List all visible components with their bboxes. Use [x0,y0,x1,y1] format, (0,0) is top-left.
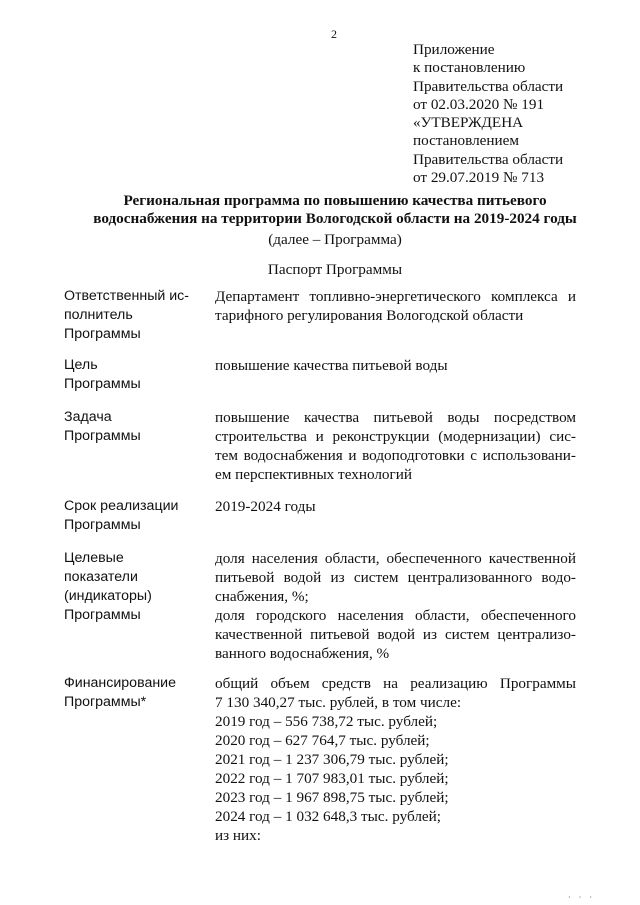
row-value-line: питьевой водой из систем централизованного водо- [215,569,576,586]
row-label-line: Ответственный ис- [64,288,190,304]
row-value-line: 2020 год – 627 764,7 тыс. рублей; [215,732,430,749]
row-value-line: Департамент топливно-энергетического комплекса и [215,288,576,305]
row-label-line: показатели [64,569,138,585]
row-label-line: Целевые [64,550,124,566]
appendix-line: от 29.07.2019 № 713 [413,169,545,187]
row-value-line: повышение качества питьевой воды [215,357,448,374]
row-value [215,287,576,325]
row-label-line: полнитель [64,307,133,323]
row-value-line: общий объем средств на реализацию Программы [215,675,576,692]
row-value-line: повышение качества питьевой воды посредством [215,409,576,426]
row-value [215,408,576,484]
page-number: 2 [331,27,337,41]
appendix-line: Правительства области [413,77,564,95]
row-value-line: 7 130 340,27 тыс. рублей, в том числе: [215,694,462,711]
row-label-line: (индикаторы) [64,588,152,604]
row-label [64,356,204,394]
row-label-line: Срок реализации [64,498,179,514]
row-value-line: доля городского населения области, обеспеченного [215,607,576,624]
document-subtitle: (далее – Программа) [268,231,402,248]
row-label-line: Программы [64,428,141,444]
row-value-line: качественной питьевой водой из систем централизо- [215,626,576,643]
row-value-line: строительства и реконструкции (модернизации) сис- [215,428,576,445]
scan-mark: · · · [568,893,595,902]
row-label [64,408,204,446]
row-value-line: 2019-2024 годы [215,498,316,515]
title-line: водоснабжения на территории Вологодской области на 2019-2024 годы [93,210,577,227]
row-value-line: 2019 год – 556 738,72 тыс. рублей; [215,713,438,730]
row-value [215,356,576,375]
row-value [215,674,576,845]
row-label-line: Программы [64,376,141,392]
row-value [215,497,576,516]
row-value-line: 2021 год – 1 237 306,79 тыс. рублей; [215,751,449,768]
row-label-line: Финансирование [64,675,176,691]
document-title [60,192,610,228]
row-label [64,497,204,535]
appendix-line: к постановлению [413,59,526,77]
appendix-line: Правительства области [413,150,564,168]
appendix-line: «УТВЕРЖДЕНА [413,114,524,132]
appendix-line: от 02.03.2020 № 191 [413,95,545,113]
row-label-line: Задача [64,409,112,425]
row-value-line: доля населения области, обеспеченного качественной [215,550,576,567]
passport-title: Паспорт Программы [267,261,403,278]
row-value-line: ванного водоснабжения, % [215,645,390,662]
row-value-line: 2022 год – 1 707 983,01 тыс. рублей; [215,770,449,787]
row-label [64,549,204,625]
row-value-line: снабжения, %; [215,588,309,605]
appendix-block [413,41,563,187]
row-label-line: Цель [64,357,98,373]
row-value-line: тарифного регулирования Вологодской области [215,307,524,324]
title-line: Региональная программа по повышению качества питьевого [123,192,547,209]
row-value-line: тем водоснабжения и водоподготовки с использовани- [215,447,576,464]
row-value-line: ем перспективных технологий [215,466,413,483]
row-label [64,674,204,712]
row-label-line: Программы [64,326,141,342]
row-label-line: Программы* [64,694,147,710]
row-label-line: Программы [64,607,141,623]
row-label-line: Программы [64,517,141,533]
row-value [215,549,576,663]
row-value-line: 2023 год – 1 967 898,75 тыс. рублей; [215,789,449,806]
row-value-line: 2024 год – 1 032 648,3 тыс. рублей; [215,808,442,825]
row-label [64,287,204,344]
row-value-line: из них: [215,827,261,844]
appendix-line: постановлением [413,132,520,150]
appendix-line: Приложение [413,41,495,58]
